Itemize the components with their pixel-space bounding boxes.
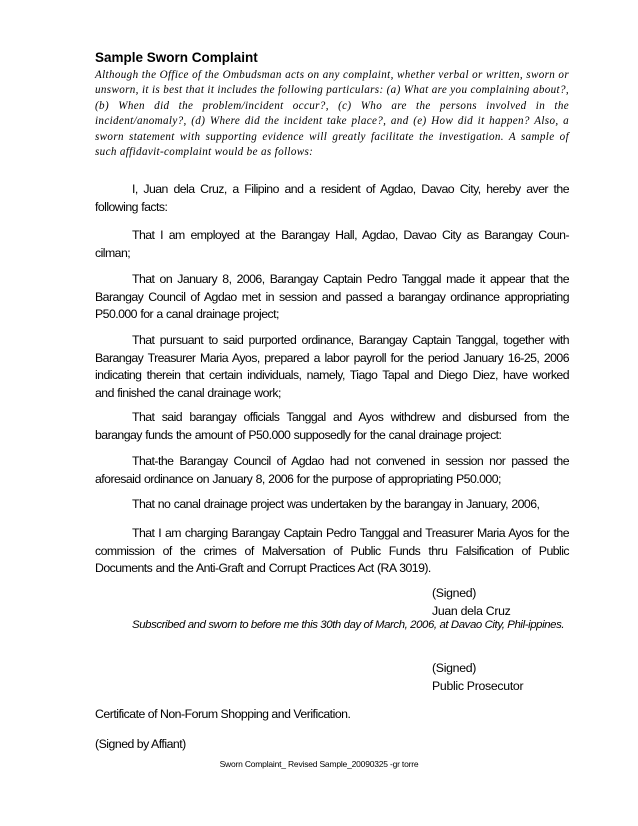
jurat-text-content: Subscribed and sworn to before me this 30th day of March, 2006, at Davao City, Phil-ippines.: [132, 619, 565, 631]
paragraph-no-session-text: That-the Barangay Council of Agdao had not convened in session nor passed the aforesaid ordinance on January 8, 2006 for the purpose of appropriating P50.000;: [95, 454, 569, 486]
paragraph-payroll-text: That pursuant to said purported ordinance, Barangay Captain Tanggal, together with Barangay Treasurer Maria Ayos, prepared a labor payroll for the period January 16-25, 2006 indicating therein that certain individuals, namely, Tiago Tapal and Diego Diez, have worked and finished the canal drainage work;: [95, 333, 569, 400]
document-heading: Sample Sworn Complaint: [95, 50, 258, 65]
signed-by-affiant: (Signed by Affiant): [95, 737, 186, 751]
paragraph-ordinance-text: That on January 8, 2006, Barangay Captain Pedro Tanggal made it appear that the Barangay Council of Agdao met in session and passed a barangay ordinance appropriating P50.000 for a canal drainage project;: [95, 272, 569, 322]
paragraph-no-project: [95, 496, 569, 514]
prosecutor-title: Public Prosecutor: [432, 678, 524, 693]
paragraph-charges-text: That I am charging Barangay Captain Pedro Tanggal and Treasurer Maria Ayos for the commission of the crimes of Malversation of Public Funds thru Falsification of Public Documents and the Anti-Graft and Corrupt Practices Act (RA 3019).: [95, 526, 569, 576]
prosecutor-signed-label: (Signed): [432, 661, 477, 675]
affiant-signature: [432, 585, 511, 620]
paragraph-ordinance: [95, 271, 569, 324]
intro-paragraph: Although the Office of the Ombudsman acts on any complaint, whether verbal or written, sworn or unsworn, it is best that it includes the following particulars: (a) What are you complaining about?, (b) When did the problem/incident occur?, (c) Who are the persons involved in the incident/anomaly?, (d) Where did the incident take place?, and (e) How did it happen? Also, a sworn statement with supporting evidence will greatly facilitate the investigation. A sample of such affidavit-complaint would be as follows:: [95, 69, 569, 159]
paragraph-no-project-text: That no canal drainage project was undertaken by the barangay in January, 2006,: [132, 497, 540, 511]
paragraph-aver: [95, 181, 569, 216]
page-footer: Sworn Complaint_ Revised Sample_20090325 -gr torre: [219, 759, 419, 769]
prosecutor-signature: [432, 660, 523, 695]
certificate-line: Certificate of Non-Forum Shopping and Verification.: [95, 707, 351, 721]
affiant-name: Juan dela Cruz: [432, 603, 511, 618]
affiant-signed-label: (Signed): [432, 586, 477, 600]
paragraph-withdrawal-text: That said barangay officials Tanggal and Ayos withdrew and disbursed from the barangay funds the amount of P50.000 supposedly for the canal drainage project:: [95, 410, 569, 442]
paragraph-charges: [95, 525, 569, 578]
jurat-text: [95, 616, 569, 635]
paragraph-no-session: [95, 453, 569, 488]
paragraph-employment-text: That I am employed at the Barangay Hall, Agdao, Davao City as Barangay Coun-cilman;: [95, 228, 569, 260]
paragraph-payroll: [95, 332, 569, 402]
paragraph-withdrawal: [95, 409, 569, 444]
paragraph-employment: [95, 227, 569, 262]
paragraph-aver-text: I, Juan dela Cruz, a Filipino and a resident of Agdao, Davao City, hereby aver the following facts:: [95, 182, 569, 214]
